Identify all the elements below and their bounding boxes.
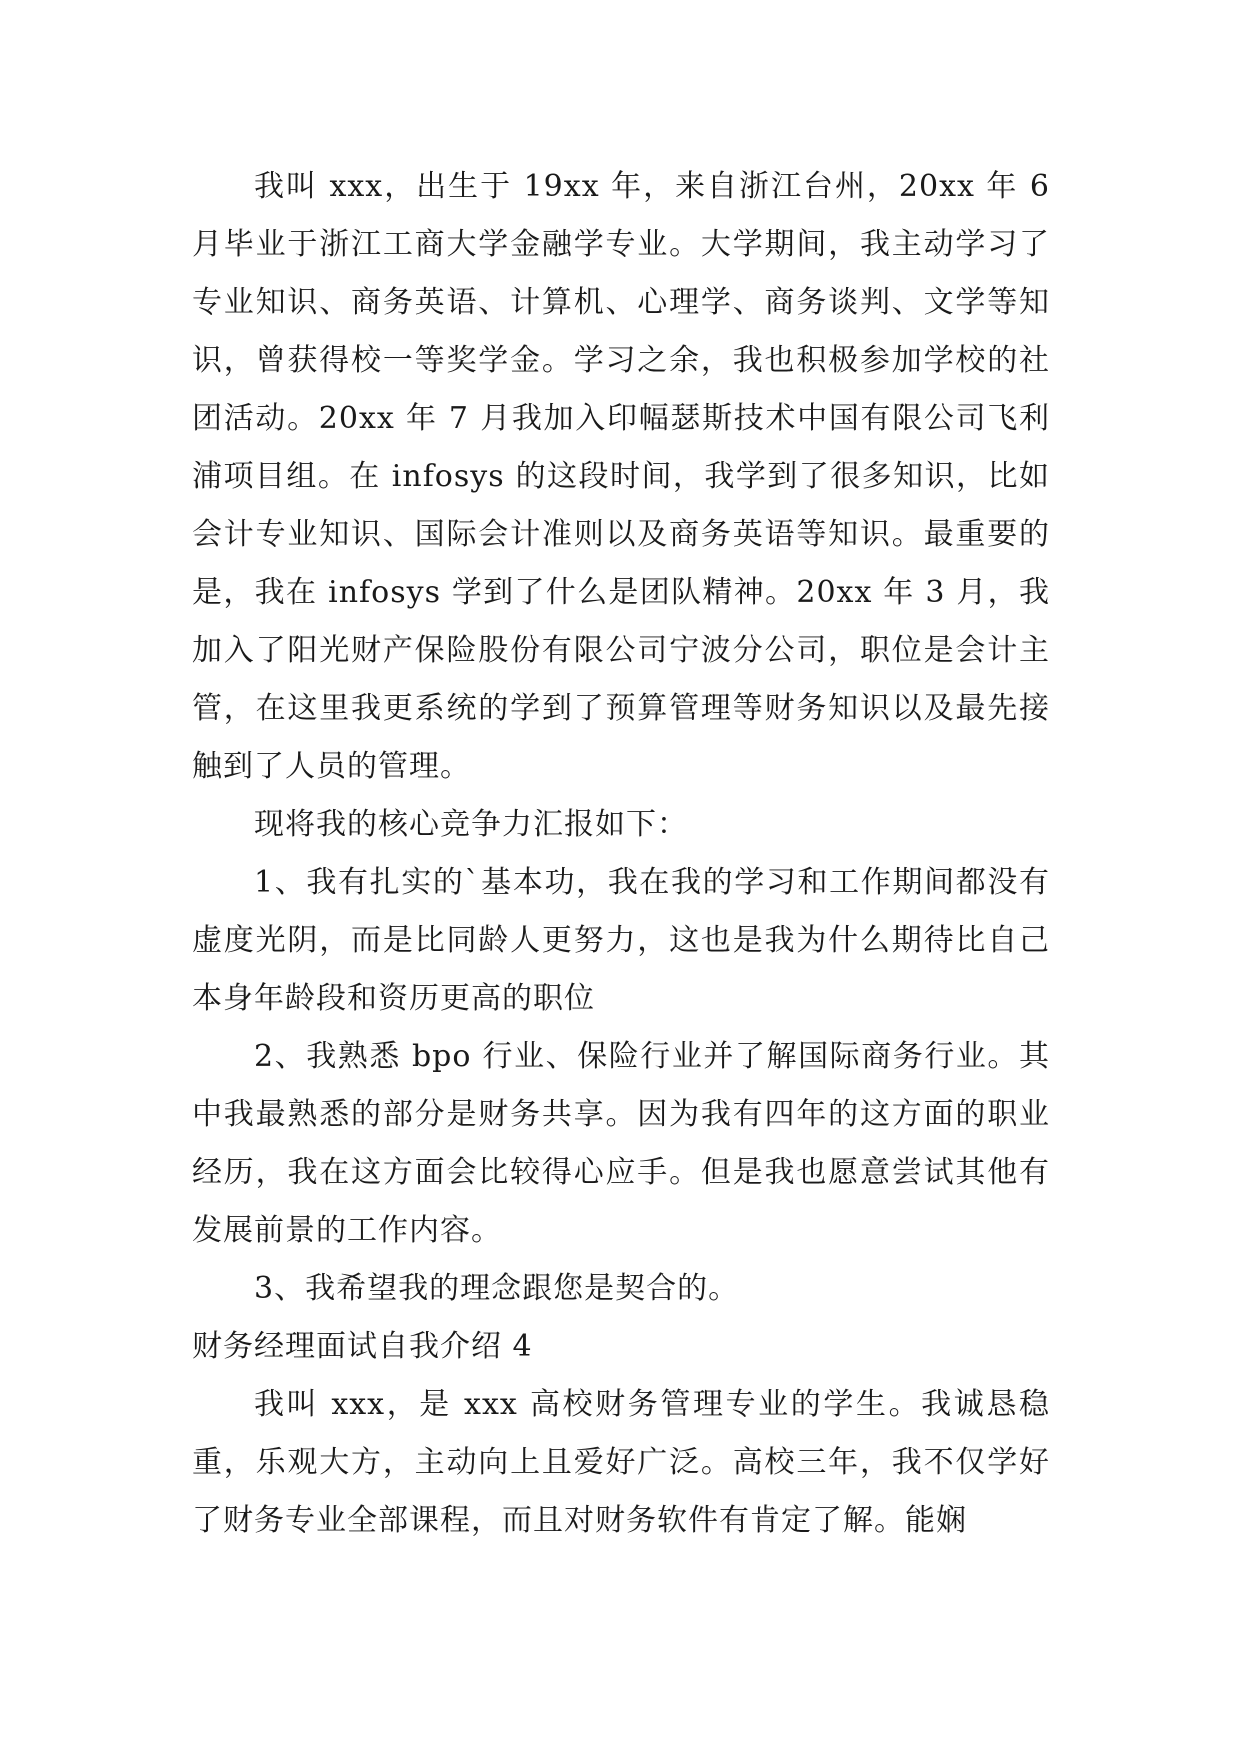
section-heading: 财务经理面试自我介绍 4 xyxy=(192,1329,533,1364)
body-paragraph-2: 现将我的核心竞争力汇报如下： xyxy=(254,807,688,842)
body-paragraph-1: 我叫 xxx，出生于 19xx 年，来自浙江台州，20xx 年 6 月毕业于浙江工商大学金融学专业。大学期间，我主动学习了专业知识、商务英语、计算机、心理学、商务谈判、文学等知识，曾获得校一等奖学金。学习之余，我也积极参加学校的社团活动。20xx 年 7 月我加入印幅瑟斯技术中国有限公司飞利浦项目组。在 infosys 的这段时间，我学到了很多知识，比如会计专业知识、国际会计准则以及商务英语等知识。最重要的是，我在 infosys 学到了什么是团队精神。20xx 年 3 月，我加入了阳光财产保险股份有限公司宁波分公司，职位是会计主管，在这里我更系统的学到了预算管理等财务知识以及最先接触到了人员的管理。 xyxy=(192,169,1050,784)
closing-paragraph: 我叫 xxx，是 xxx 高校财务管理专业的学生。我诚恳稳重，乐观大方，主动向上且爱好广泛。高校三年，我不仅学好了财务专业全部课程，而且对财务软件有肯定了解。能娴 xyxy=(192,1387,1050,1538)
body-paragraph-4: 2、我熟悉 bpo 行业、保险行业并了解国际商务行业。其中我最熟悉的部分是财务共享。因为我有四年的这方面的职业经历，我在这方面会比较得心应手。但是我也愿意尝试其他有发展前景的工作内容。 xyxy=(192,1039,1050,1248)
body-paragraph-5: 3、我希望我的理念跟您是契合的。 xyxy=(254,1271,740,1306)
body-paragraph-3: 1、我有扎实的`基本功，我在我的学习和工作期间都没有虚度光阴，而是比同龄人更努力，这也是我为什么期待比自己本身年龄段和资历更高的职位 xyxy=(192,865,1050,1016)
document-page xyxy=(192,158,1050,1550)
